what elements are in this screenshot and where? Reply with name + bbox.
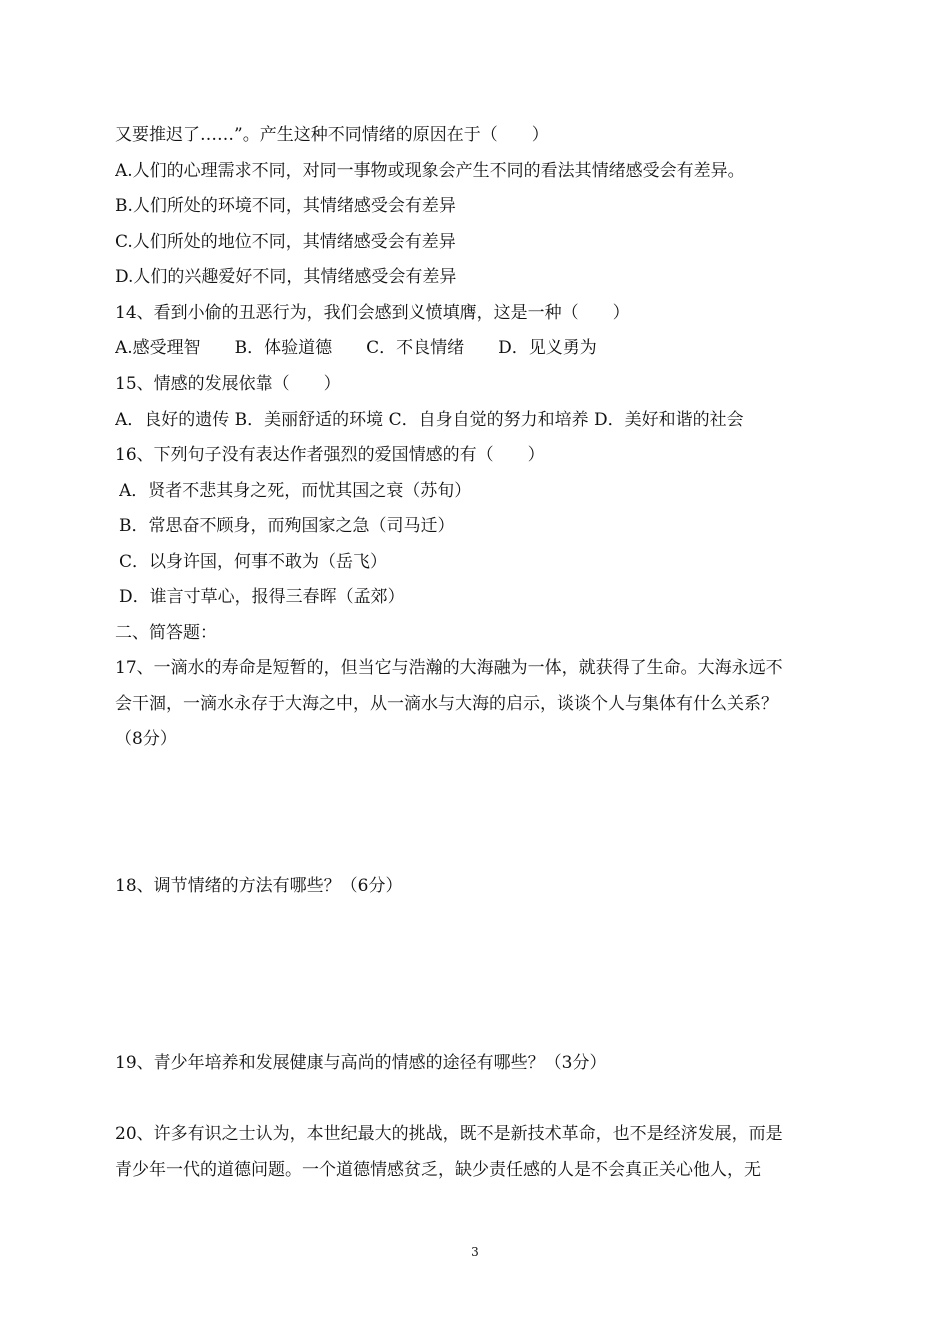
question-14-options: A.感受理智 B．体验道德 C．不良情绪 D．见义勇为 [115,338,597,358]
question-20-line-1: 20、许多有识之士认为，本世纪最大的挑战，既不是新技术革命，也不是经济发展，而是 [115,1124,783,1144]
section-heading-short-answer: 二、简答题： [115,623,217,643]
question-13-option-b: B.人们所处的环境不同，其情绪感受会有差异 [115,196,456,216]
question-15-stem: 15、情感的发展依靠（ ） [115,374,341,394]
question-16-option-a: A．贤者不悲其身之死，而忧其国之衰（苏旬） [119,481,472,501]
question-18: 18、调节情绪的方法有哪些？（6分） [115,876,403,896]
question-17-line-1: 17、一滴水的寿命是短暂的，但当它与浩瀚的大海融为一体，就获得了生命。大海永远不 [115,658,783,678]
question-17-score: （8分） [115,729,177,749]
question-16-option-d: D．谁言寸草心，报得三春晖（孟郊） [119,587,405,607]
question-16-option-b: B．常思奋不顾身，而殉国家之急（司马迁） [119,516,455,536]
question-15-options: A．良好的遗传 B．美丽舒适的环境 C．自身自觉的努力和培养 D．美好和谐的社会 [115,410,744,430]
page-number: 3 [471,1245,479,1259]
question-20-line-2: 青少年一代的道德问题。一个道德情感贫乏，缺少责任感的人是不会真正关心他人，无 [115,1160,761,1180]
question-14-stem: 14、看到小偷的丑恶行为，我们会感到义愤填膺，这是一种（ ） [115,303,630,323]
question-13-option-c: C.人们所处的地位不同，其情绪感受会有差异 [115,232,456,252]
question-16-option-c: C．以身许国，何事不敢为（岳飞） [119,552,388,572]
question-16-stem: 16、下列句子没有表达作者强烈的爱国情感的有（ ） [115,445,545,465]
question-13-option-a: A.人们的心理需求不同，对同一事物或现象会产生不同的看法其情绪感受会有差异。 [115,161,745,181]
question-13-option-d: D.人们的兴趣爱好不同，其情绪感受会有差异 [115,267,457,287]
question-19: 19、青少年培养和发展健康与高尚的情感的途径有哪些？（3分） [115,1053,607,1073]
question-13-stem-continued: 又要推迟了……”。产生这种不同情绪的原因在于（ ） [115,125,549,145]
question-17-line-2: 会干涸，一滴水永存于大海之中，从一滴水与大海的启示，谈谈个人与集体有什么关系？ [115,694,778,714]
